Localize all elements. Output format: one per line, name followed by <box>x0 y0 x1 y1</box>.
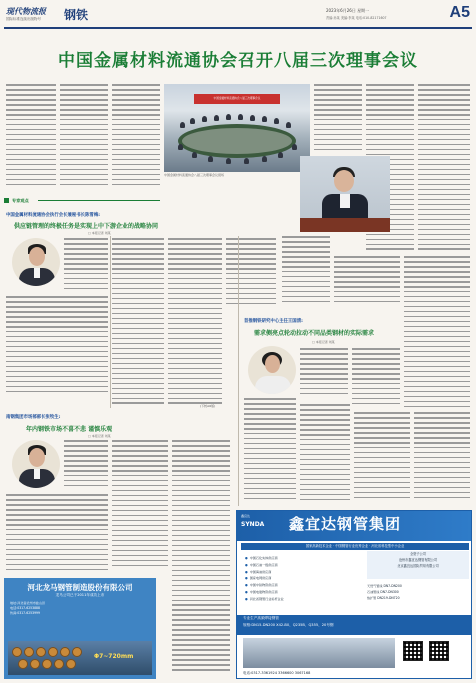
section-marker-icon <box>4 198 9 203</box>
synda-supplier-list <box>245 555 365 603</box>
body-text-column <box>404 256 470 412</box>
body-text-column <box>226 238 276 312</box>
body-text-column <box>160 580 168 678</box>
body-text-column <box>352 348 400 408</box>
article3-kicker: 首推钢铁研究中心主任王国清: <box>244 319 303 324</box>
body-text-column <box>6 296 108 396</box>
list-item: ● 河北省钢管行业标杆企业 <box>245 596 365 603</box>
ad-synda[interactable] <box>236 510 472 679</box>
article2-title: 年内钢铁市场不喜不悲 谨慎乐观 <box>26 426 113 433</box>
article2-byline: □ 本报记者 刘某 <box>88 434 111 438</box>
body-text-column <box>112 238 164 410</box>
body-text-column <box>168 238 222 410</box>
ad-synda-header <box>237 511 472 541</box>
body-text-column <box>60 84 108 188</box>
body-text-column <box>64 440 108 492</box>
ad-longma-subtitle: 龙马公司已于2011年成功上市 <box>55 593 105 597</box>
section-title: 钢铁 <box>64 8 89 22</box>
body-text-column <box>6 84 56 188</box>
portrait-zhang <box>12 440 60 488</box>
list-item: ● 国家电网供应商 <box>245 575 365 582</box>
body-text-column <box>64 238 108 294</box>
qr-code-icon[interactable] <box>429 641 449 661</box>
body-text-column <box>414 412 470 506</box>
list-item: ● 中国海油供应商 <box>245 569 365 576</box>
article3-byline: □ 本报记者 刘某 <box>312 340 335 344</box>
article1-title: 供应链管理的终极任务是实现上中下游企业的战略协同 <box>14 223 159 230</box>
portrait-wang <box>248 346 296 394</box>
list-item: ● 中国石化实体供应商 <box>245 555 365 562</box>
synda-products: 天然气管线 DN7-DN200 石油管线 DN7-DN300 热扩管 DN219-DN720 <box>367 584 402 600</box>
page-number: A5 <box>449 4 470 21</box>
masthead-rule <box>4 27 472 29</box>
conference-banner: 中国金属材料流通协会八届三次理事会议 <box>194 94 280 104</box>
pipe-stack-image <box>8 641 152 675</box>
paper-logo: 现代物流报 <box>6 6 46 16</box>
body-text-column <box>314 84 362 152</box>
speaker-photo <box>300 156 390 232</box>
synda-brand: 鑫宜达钢管集团 <box>289 515 402 533</box>
ad-longma-spec: Φ7~720mm <box>94 653 134 660</box>
editor-info: 责编:孙某 美编:李某 电话:010-82171607 <box>326 16 387 20</box>
body-text-column <box>6 494 108 574</box>
main-headline: 中国金属材料流通协会召开八届三次理事会议 <box>58 51 418 71</box>
synda-tagline: 国家高新技术企业 · 中国钢管行业优秀企业 · 河北省科技型中小企业 <box>241 543 469 550</box>
masthead <box>4 4 472 26</box>
attendees <box>174 114 300 164</box>
ad-longma-body: 地址:河北省沧州市盐山县 电话:0317-6253888 传真:0317-6253999 <box>10 601 46 615</box>
ad-longma-title: 河北龙马钢管制造股份有限公司 <box>27 583 133 592</box>
section-label-bar <box>4 198 162 206</box>
issue-date: 2023年6月26日 星期一 <box>326 8 370 13</box>
portrait-chen <box>12 238 60 286</box>
body-text-column <box>300 348 348 398</box>
article1-byline: □ 本报记者 刘某 <box>88 231 111 235</box>
list-item: ● 中国中铁物资供应商 <box>245 582 365 589</box>
body-text-column <box>112 84 160 188</box>
section-label: 专家观点 <box>12 198 29 203</box>
conference-photo-caption: 中国金属材料流通协会八届三次理事会议现场 <box>164 173 225 177</box>
continued-note: (下转A6版) <box>200 404 216 408</box>
body-text-column <box>282 236 330 308</box>
article1-kicker: 中国金属材料流通协会执行会长兼秘书长陈雪梅: <box>6 213 100 218</box>
article3-title: 需求侧亮点轮动拉动不同品类钢材的实际需求 <box>254 330 375 337</box>
paper-subtitle: 国际标准连续出版物号 <box>6 17 41 21</box>
body-text-column <box>418 84 470 254</box>
list-item: ● 中国电建物资供应商 <box>245 589 365 596</box>
body-text-column <box>112 440 168 574</box>
synda-phone: 电话:0317-3361924 3366600 3067168 <box>243 671 311 675</box>
body-text-column <box>244 398 296 506</box>
conference-photo <box>164 84 310 172</box>
article2-kicker: 南钢集团市场部部长张牧生: <box>6 415 61 420</box>
list-item: ● 中国石油一级供应商 <box>245 562 365 569</box>
synda-logo-icon: SYNDA <box>241 521 265 528</box>
body-text-column <box>334 256 400 308</box>
ad-longma[interactable] <box>4 578 156 679</box>
synda-logo-cn: 鑫宜达 <box>241 514 251 518</box>
synda-spec-bar: 专业生产高频焊接钢管 规格:DN15-DN200 X42-B0、Q235B、Q355、20号钢 <box>237 615 472 635</box>
synda-subsidiaries: 全资子公司 沧州市鑫宜达钢管有限公司 北京鑫宜达国际贸易有限公司 <box>367 551 469 579</box>
body-text-column <box>354 412 410 506</box>
qr-code-icon[interactable] <box>403 641 423 661</box>
body-text-column <box>300 404 350 506</box>
synda-factory-image <box>243 638 395 668</box>
body-text-column <box>172 440 230 678</box>
